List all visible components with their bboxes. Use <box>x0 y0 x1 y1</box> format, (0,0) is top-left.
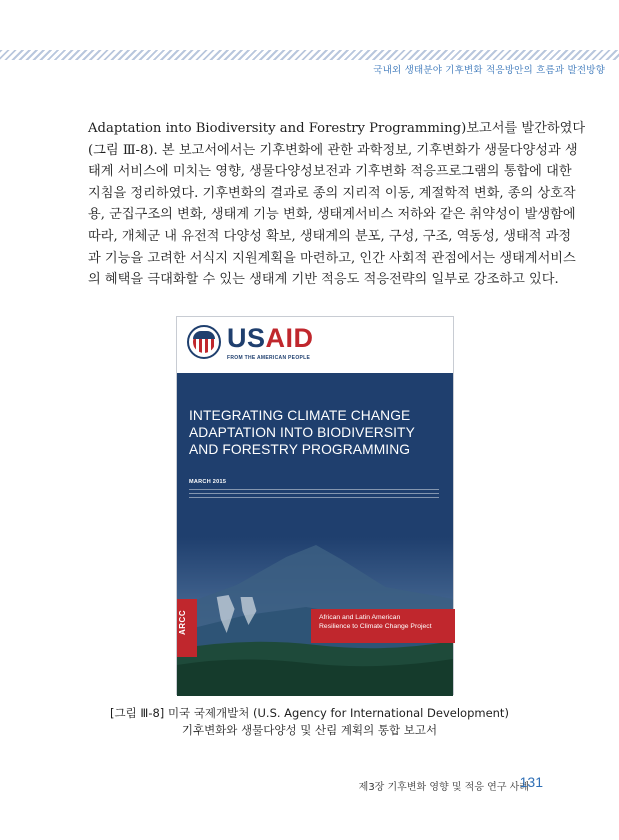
cover-title-line: INTEGRATING CLIMATE CHANGE <box>189 408 411 423</box>
footer-chapter: 제3장 기후변화 영향 및 적응 연구 사례 <box>358 782 529 793</box>
project-name <box>319 613 453 631</box>
cover-title <box>189 407 449 458</box>
page-number: 131 <box>519 774 543 790</box>
arcc-label: ARCC <box>178 609 187 635</box>
body-line: 용, 군집구조의 변화, 생태계 기능 변화, 생태계서비스 저하와 같은 취약성이 발생함에 <box>88 207 576 223</box>
usaid-seal-icon <box>187 325 221 359</box>
body-line: Adaptation into Biodiversity and Forestry Programming)보고서를 발간하였다 <box>88 121 586 136</box>
body-line: 지침을 정리하였다. 기후변화의 결과로 종의 지리적 이동, 계절학적 변화, 종의 상호작 <box>88 185 576 201</box>
cover-title-line: AND FORESTRY PROGRAMMING <box>189 442 411 457</box>
body-line: 의 혜택을 극대화할 수 있는 생태계 기반 적응도 적응전략의 일부로 강조하고 있다. <box>88 272 559 288</box>
running-header: 국내외 생태분야 기후변화 적응방안의 흐름과 발전방향 <box>373 65 605 76</box>
logo-us: US <box>227 323 266 353</box>
project-line: Resilience to Climate Change Project <box>319 623 432 630</box>
logo-tagline: FROM THE AMERICAN PEOPLE <box>227 355 311 361</box>
project-line: African and Latin American <box>319 614 401 621</box>
figure-caption-line2: 기후변화와 생물다양성 및 산림 계획의 통합 보고서 <box>181 723 438 737</box>
cover-date: MARCH 2015 <box>189 479 227 485</box>
cover-title-line: ADAPTATION INTO BIODIVERSITY <box>189 425 415 440</box>
body-line: 과 기능을 고려한 서식지 지원계획을 마련하고, 인간 사회적 관점에서는 생태계서비스 <box>88 250 576 266</box>
header-hatch-band <box>0 50 619 60</box>
body-line: 태계 서비스에 미치는 영향, 생물다양성보전과 기후변화 적응프로그램의 통합에 대한 <box>88 164 572 180</box>
figure-caption-line1: [그림 Ⅲ-8] 미국 국제개발처 (U.S. Agency for International Development) <box>110 706 509 720</box>
body-paragraph <box>88 118 586 291</box>
body-line: 따라, 개체군 내 유전적 다양성 확보, 생태계의 분포, 구성, 구조, 역동성, 생태적 과정 <box>88 228 572 244</box>
report-cover-image <box>176 316 454 695</box>
body-line: (그림 Ⅲ-8). 본 보고서에서는 기후변화에 관한 과학정보, 기후변화가 생물다양성과 생 <box>88 142 578 158</box>
cover-fine-print <box>189 489 439 501</box>
usaid-logo <box>227 323 314 354</box>
logo-aid: AID <box>265 323 314 353</box>
